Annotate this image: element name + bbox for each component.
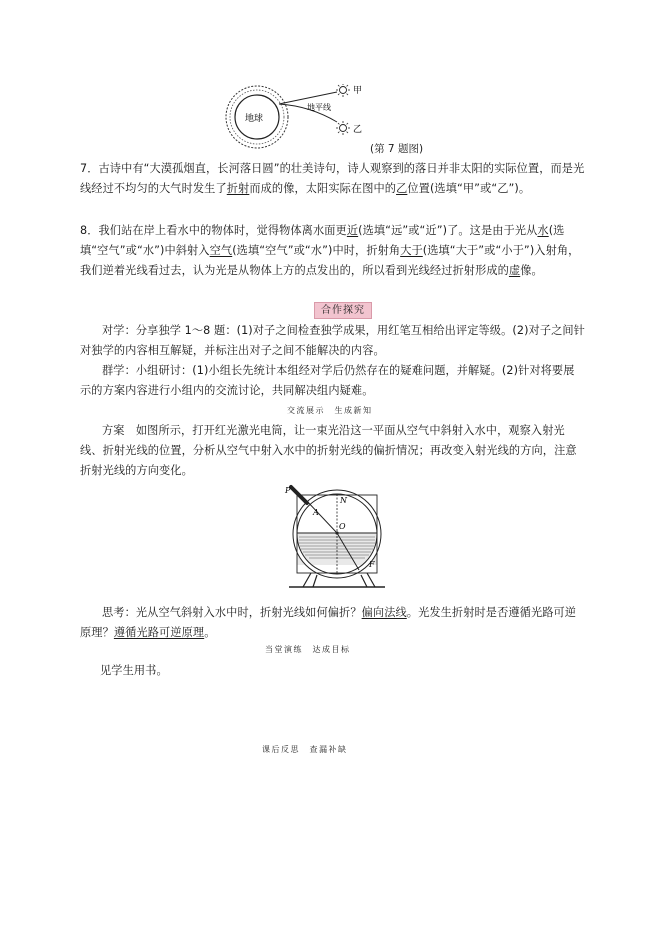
fangan-paragraph: 方案 如图所示，打开红光激光电筒，让一束光沿这一平面从空气中斜射入水中，观察入射光线、折射光线的位置，分析从空气中射入水中的折射光线的偏折情况；再改变入射光线的方向，注意折射光线的方向变化。	[80, 424, 577, 477]
refraction-apparatus-figure	[283, 483, 391, 593]
duixue-paragraph: 对学：分享独学 1～8 题：(1)对子之间检查独学成果，用红笔互相给出评定等级。(2)对子之间针对独学的内容相互解疑，并标注出对子之间不能解决的内容。	[80, 324, 585, 357]
leg-left	[303, 573, 317, 587]
sikao-paragraph: 思考：光从空气斜射入水中时，折射光线如何偏折？偏向法线。光发生折射时是否遵循光路可逆原理？遵循光路可逆原理。	[80, 606, 577, 639]
sun-b-label: 乙	[353, 125, 363, 135]
label-A: A	[313, 508, 319, 517]
question-7: 7．古诗中有“大漠孤烟直，长河落日圆”的壮美诗句，诗人观察到的落日并非太阳的实际位置，而是光线经过不均匀的大气时发生了折射而成的像，太阳实际在图中的乙位置(选填“甲”或“乙”)。	[80, 162, 585, 195]
leg-right	[361, 573, 375, 587]
answer-8-2: 水	[537, 224, 549, 237]
section-badge: 合作探究	[314, 302, 372, 319]
label-P: P	[285, 486, 291, 495]
horizon-label: 地平线	[307, 103, 331, 112]
answer-8-1: 近	[346, 224, 359, 237]
label-N: N	[340, 496, 347, 505]
student-book-note: 见学生用书。	[100, 664, 168, 677]
answer-7-1: 折射	[226, 182, 250, 195]
section-heading-reflection: 课后反思 查漏补缺	[262, 745, 348, 754]
figure-7-caption: (第 7 题图)	[370, 143, 424, 155]
question-8: 8．我们站在岸上看水中的物体时，觉得物体离水面更近(选填“远”或“近”)了。这是由于光从水(选填“空气”或“水”)中斜射入空气(选填“空气”或“水”)中时，折射角大于(选填“大于”或“小于”)入射角，我们逆着光线看过去，认为光是从物体上方的点发出的，所以看到光线经过折射形成的虚像。	[80, 224, 580, 277]
label-F: F	[369, 560, 375, 569]
answer-8-3: 空气	[209, 244, 233, 257]
section-heading-exchange: 交流展示 生成新知	[287, 406, 373, 415]
answer-sikao-2: 遵循光路可逆原理	[113, 626, 205, 639]
answer-sikao-1: 偏向法线	[361, 606, 407, 619]
answer-8-5: 虚	[508, 264, 521, 277]
sun-icon-a	[336, 84, 350, 97]
answer-8-4: 大于	[400, 244, 423, 257]
earth-label: 地球	[245, 114, 264, 124]
label-O: O	[339, 522, 346, 531]
section-heading-practice: 当堂演练 达成目标	[265, 645, 351, 654]
pivot-point	[335, 531, 338, 534]
answer-7-2: 乙	[396, 182, 408, 195]
sun-a-label: 甲	[353, 86, 363, 96]
sun-icon-b	[336, 121, 350, 135]
earth-refraction-figure	[225, 84, 385, 150]
qunxue-paragraph: 群学：小组研讨：(1)小组长先统计本组经对学后仍然存在的疑难问题，并解疑。(2)针对将要展示的方案内容进行小组内的交流讨论，共同解决组内疑难。	[80, 364, 575, 397]
incident-ray	[305, 499, 337, 533]
